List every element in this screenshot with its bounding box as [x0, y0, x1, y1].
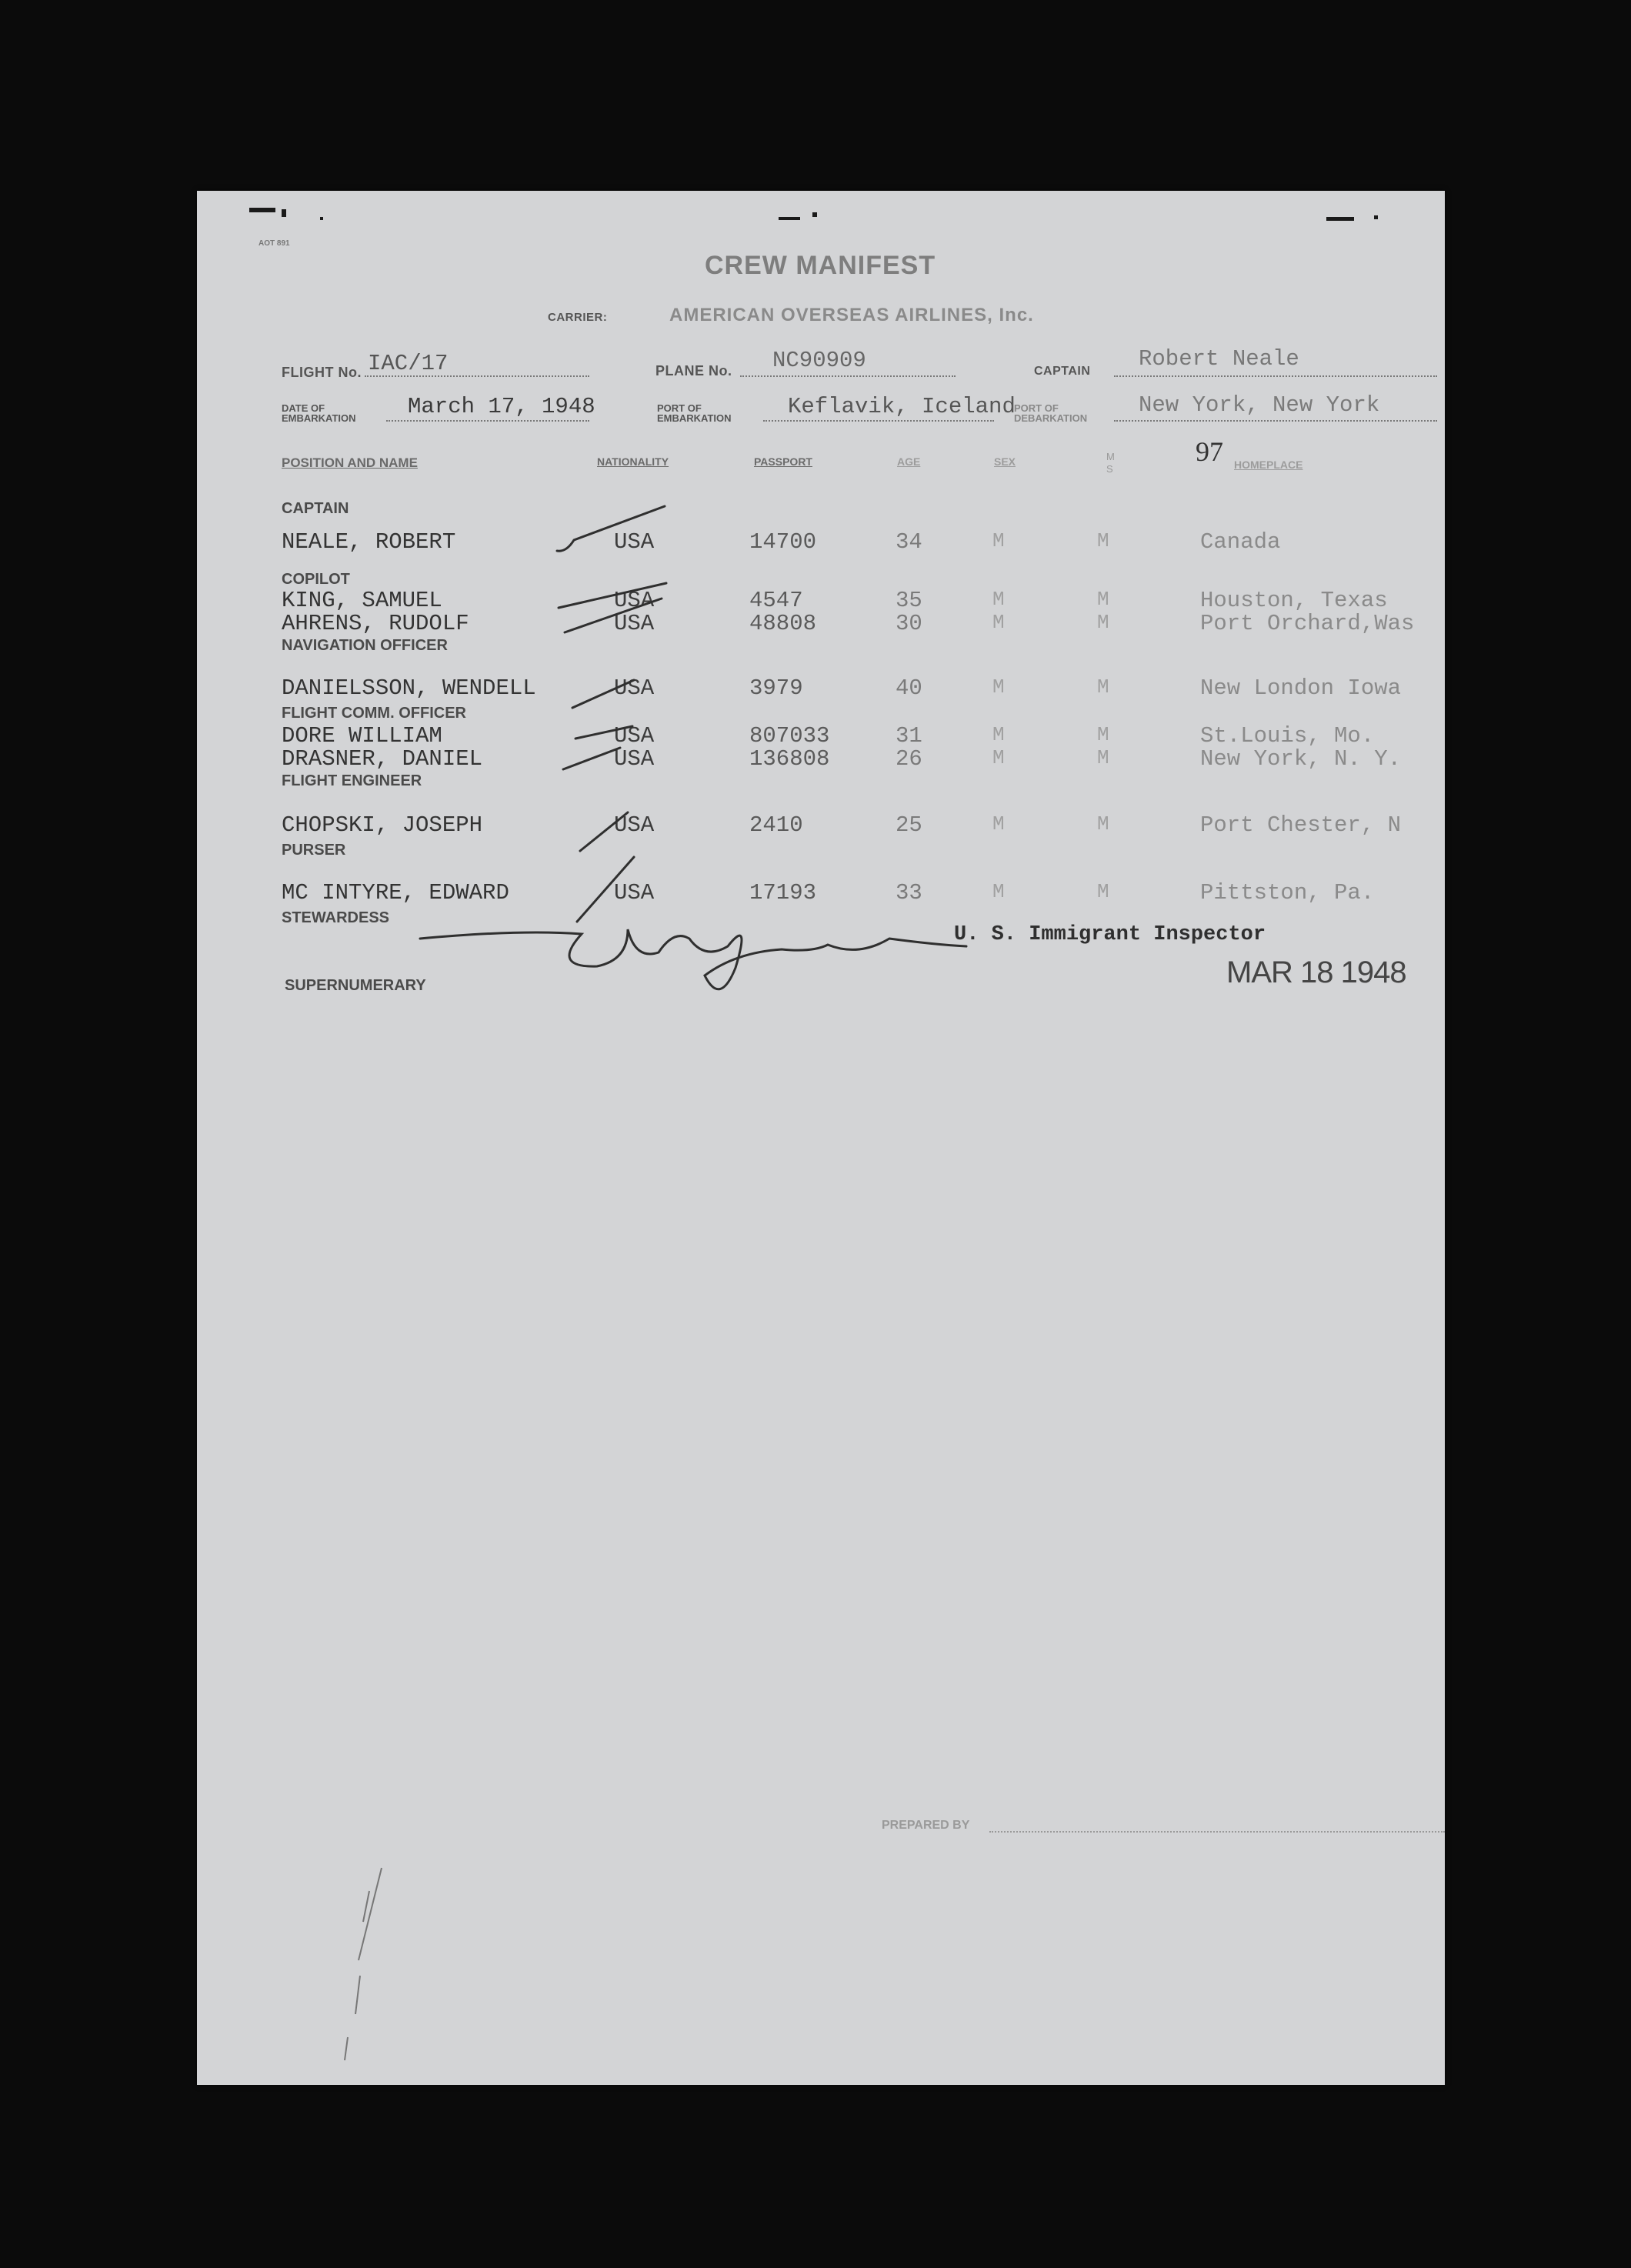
port-deb-rule — [1114, 420, 1437, 422]
plane-no-rule — [740, 375, 956, 377]
crew-nationality: USA — [614, 723, 655, 749]
signature-icon — [420, 929, 966, 989]
port-deb-label-line2: DEBARKATION — [1014, 412, 1088, 424]
port-emb-rule — [763, 420, 994, 422]
crew-marital: M — [1097, 723, 1109, 746]
crew-age: 33 — [896, 880, 922, 906]
crew-marital: M — [1097, 675, 1109, 699]
crew-row — [197, 812, 1445, 837]
crew-passport: 3979 — [749, 675, 803, 701]
crew-nationality: USA — [614, 812, 655, 838]
crew-homeplace: New York, N. Y. — [1200, 746, 1402, 772]
crew-marital: M — [1097, 611, 1109, 634]
captain-value: Robert Neale — [1139, 346, 1299, 372]
date-value: March 17, 1948 — [408, 394, 595, 419]
crew-passport: 136808 — [749, 746, 830, 772]
captain-rule — [1114, 375, 1437, 377]
crew-nationality: USA — [614, 675, 655, 701]
col-nationality: NATIONALITY — [597, 455, 669, 468]
crew-homeplace: Pittston, Pa. — [1200, 880, 1375, 906]
crew-nationality: USA — [614, 880, 655, 906]
crew-row — [197, 746, 1445, 771]
crew-nationality: USA — [614, 529, 655, 555]
carrier-label: CARRIER: — [548, 311, 608, 324]
crew-passport: 48808 — [749, 611, 817, 636]
crew-age: 34 — [896, 529, 922, 555]
crew-row — [197, 588, 1445, 612]
crew-passport: 807033 — [749, 723, 830, 749]
flight-no-rule — [365, 375, 589, 377]
scan-speck — [320, 217, 323, 220]
section-engineer: FLIGHT ENGINEER — [282, 772, 422, 789]
form-number: AOT 891 — [258, 239, 290, 248]
crew-age: 25 — [896, 812, 922, 838]
crew-sex: M — [992, 588, 1005, 611]
crew-sex: M — [992, 812, 1005, 835]
date-rule — [386, 420, 589, 422]
crew-homeplace: St.Louis, Mo. — [1200, 723, 1375, 749]
col-marital-m: M — [1106, 451, 1115, 462]
scan-speck — [1326, 217, 1354, 221]
crew-age: 31 — [896, 723, 922, 749]
col-marital — [1106, 451, 1115, 475]
crew-homeplace: Houston, Texas — [1200, 588, 1388, 613]
crew-marital: M — [1097, 746, 1109, 769]
port-deb-label-line1: PORT OF — [1014, 402, 1059, 414]
crew-row — [197, 611, 1445, 635]
crew-passport: 17193 — [749, 880, 817, 906]
crew-age: 40 — [896, 675, 922, 701]
port-emb-label-line1: PORT OF — [657, 402, 702, 414]
port-emb-label — [657, 403, 732, 423]
crew-nationality: USA — [614, 746, 655, 772]
crew-nationality: USA — [614, 588, 655, 613]
crew-marital: M — [1097, 812, 1109, 835]
port-emb-value: Keflavik, Iceland — [788, 394, 1016, 419]
flight-no-value: IAC/17 — [368, 351, 449, 376]
scan-speck — [812, 212, 817, 217]
scan-artifacts — [289, 1837, 443, 2068]
col-passport: PASSPORT — [754, 455, 812, 468]
crew-sex: M — [992, 880, 1005, 903]
scan-speck — [1374, 215, 1378, 219]
crew-name: NEALE, ROBERT — [282, 529, 456, 555]
crew-marital: M — [1097, 588, 1109, 611]
inspector-label: U. S. Immigrant Inspector — [954, 923, 1266, 946]
col-age: AGE — [897, 455, 921, 468]
section-captain: CAPTAIN — [282, 500, 349, 517]
crew-homeplace: Port Chester, N — [1200, 812, 1402, 838]
captain-label: CAPTAIN — [1034, 365, 1091, 378]
col-homeplace: HOMEPLACE — [1234, 459, 1303, 471]
crew-homeplace: Port Orchard,Was — [1200, 611, 1415, 636]
crew-homeplace: Canada — [1200, 529, 1281, 555]
date-label-line1: DATE OF — [282, 402, 325, 414]
crew-sex: M — [992, 746, 1005, 769]
carrier-name: AMERICAN OVERSEAS AIRLINES, Inc. — [669, 305, 1034, 325]
crew-row — [197, 529, 1445, 554]
crew-row — [197, 723, 1445, 748]
crew-age: 35 — [896, 588, 922, 613]
col-sex: SEX — [994, 455, 1016, 468]
crew-nationality: USA — [614, 611, 655, 636]
scan-speck — [779, 217, 800, 220]
col-marital-s: S — [1106, 463, 1113, 475]
prepared-by-label: PREPARED BY — [882, 1819, 970, 1832]
plane-no-label: PLANE No. — [655, 363, 732, 379]
crew-name: DANIELSSON, WENDELL — [282, 675, 536, 701]
crew-name: AHRENS, RUDOLF — [282, 611, 469, 636]
crew-row — [197, 675, 1445, 700]
prepared-by-rule — [989, 1831, 1445, 1833]
crew-passport: 14700 — [749, 529, 817, 555]
crew-name: DORE WILLIAM — [282, 723, 442, 749]
crew-passport: 2410 — [749, 812, 803, 838]
crew-row — [197, 880, 1445, 905]
crew-name: KING, SAMUEL — [282, 588, 442, 613]
crew-name: MC INTYRE, EDWARD — [282, 880, 509, 906]
crew-name: CHOPSKI, JOSEPH — [282, 812, 483, 838]
section-navigation: NAVIGATION OFFICER — [282, 637, 448, 654]
col-position-name: POSITION AND NAME — [282, 455, 418, 470]
crew-sex: M — [992, 611, 1005, 634]
plane-no-value: NC90909 — [772, 348, 866, 373]
crew-name: DRASNER, DANIEL — [282, 746, 483, 772]
crew-marital: M — [1097, 529, 1109, 552]
port-deb-value: New York, New York — [1139, 392, 1380, 418]
section-supernumerary: SUPERNUMERARY — [285, 977, 426, 994]
crew-homeplace: New London Iowa — [1200, 675, 1402, 701]
port-deb-label — [1014, 403, 1087, 423]
form-title: CREW MANIFEST — [705, 251, 936, 280]
date-label — [282, 403, 356, 423]
manifest-sheet — [197, 191, 1445, 2085]
crew-passport: 4547 — [749, 588, 803, 613]
section-comm: FLIGHT COMM. OFFICER — [282, 705, 466, 722]
crew-sex: M — [992, 529, 1005, 552]
date-stamp: MAR 18 1948 — [1226, 956, 1406, 989]
crew-sex: M — [992, 723, 1005, 746]
page-number: 97 — [1196, 436, 1223, 467]
section-copilot: COPILOT — [282, 571, 350, 588]
port-emb-label-line2: EMBARKATION — [657, 412, 732, 424]
section-stewardess: STEWARDESS — [282, 909, 390, 926]
scan-speck — [249, 208, 275, 212]
flight-no-label: FLIGHT No. — [282, 365, 362, 380]
section-purser: PURSER — [282, 842, 346, 859]
crew-marital: M — [1097, 880, 1109, 903]
crew-sex: M — [992, 675, 1005, 699]
date-label-line2: EMBARKATION — [282, 412, 356, 424]
crew-age: 30 — [896, 611, 922, 636]
crew-age: 26 — [896, 746, 922, 772]
scan-speck — [282, 209, 286, 217]
